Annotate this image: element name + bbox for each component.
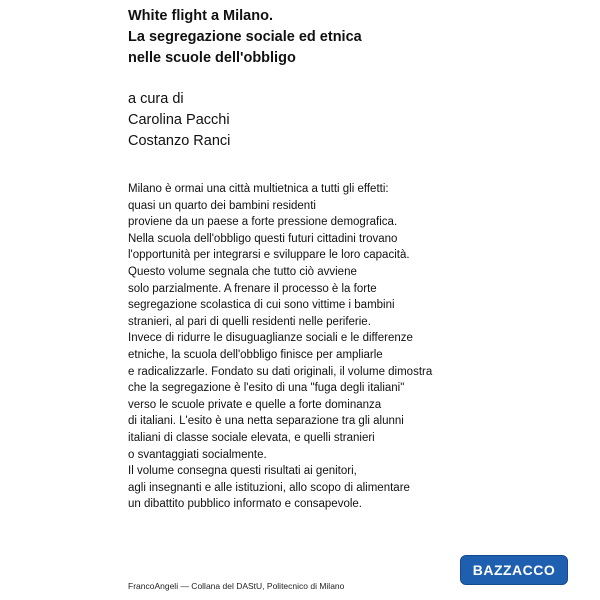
editors-intro: a cura di (128, 91, 184, 107)
editor-name: Costanzo Ranci (128, 133, 231, 149)
blurb-line: Questo volume segnala che tutto ciò avviene (128, 265, 357, 278)
blurb-line: Milano è ormai una città multietnica a tutti gli effetti: (128, 183, 389, 195)
blurb-line: Il volume consegna questi risultati ai genitori, (128, 465, 357, 478)
title-line: nelle scuole dell'obbligo (128, 50, 296, 66)
badge-label: BAZZACCO (472, 562, 556, 578)
publisher-footer: FrancoAngeli — Collana del DAStU, Politecnico di Milano (128, 581, 345, 591)
blurb-line: che la segregazione è l'esito di una "fuga degli italiani" (128, 382, 405, 395)
cover-content (128, 6, 556, 596)
blurb-line: o svantaggiati socialmente. (128, 448, 267, 461)
blurb-line: Invece di ridurre le disuguaglianze sociali e le differenze (128, 332, 413, 345)
blurb-line: verso le scuole private e quelle a forte dominanza (128, 398, 382, 411)
blurb-line: agli insegnanti e alle istituzioni, allo scopo di alimentare (128, 481, 410, 494)
blurb-line: quasi un quarto dei bambini residenti (128, 199, 316, 212)
blurb-line: etniche, la scuola dell'obbligo finisce per ampliarle (128, 348, 383, 361)
blurb-line: Nella scuola dell'obbligo questi futuri cittadini trovano (128, 232, 398, 245)
blurb-line: proviene da un paese a forte pressione demografica. (128, 216, 398, 229)
title-line: White flight a Milano. (128, 8, 273, 24)
blurb-line: stranieri, al pari di quelli residenti nelle periferie. (128, 315, 371, 328)
blurb-line: solo parzialmente. A frenare il processo è la forte (128, 282, 377, 295)
blurb-text (128, 181, 432, 513)
editors-block (128, 89, 230, 152)
bazzacco-badge (460, 555, 568, 585)
blurb-line: e radicalizzarle. Fondato su dati originali, il volume dimostra (128, 365, 433, 378)
blurb-line: l'opportunità per integrarsi e sviluppare le loro capacità. (128, 249, 410, 262)
blurb-line: di italiani. L'esito è una netta separazione tra gli alunni (128, 415, 404, 428)
blurb-line: un dibattito pubblico informato e consapevole. (128, 498, 362, 511)
editor-name: Carolina Pacchi (128, 112, 230, 128)
title-line: La segregazione sociale ed etnica (128, 29, 362, 45)
book-title (128, 6, 362, 69)
blurb-line: italiani di classe sociale elevata, e quelli stranieri (128, 431, 375, 444)
blurb-line: segregazione scolastica di cui sono vittime i bambini (128, 299, 395, 312)
